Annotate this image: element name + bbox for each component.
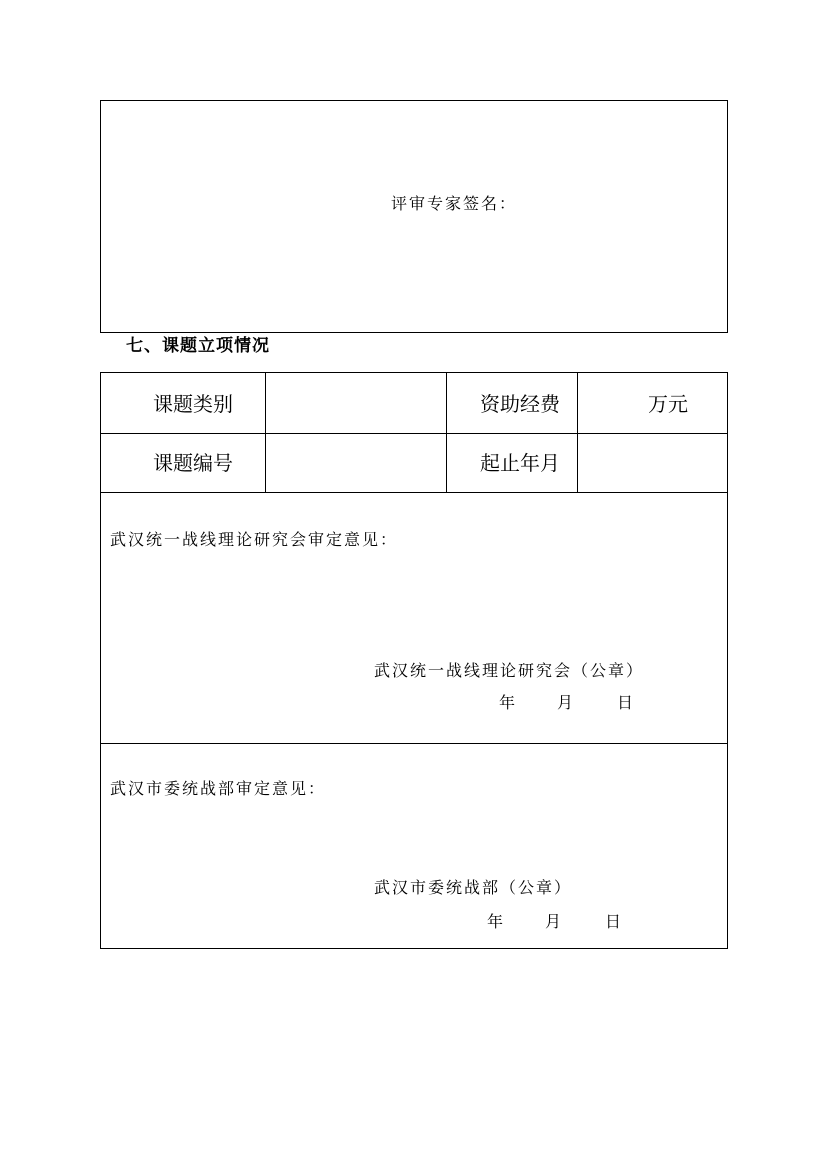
funding-unit: 万元 bbox=[648, 392, 688, 416]
project-table bbox=[100, 372, 728, 949]
row-divider-2 bbox=[101, 492, 727, 493]
institute-opinion-label: 武汉统一战线理论研究会审定意见： bbox=[110, 530, 399, 549]
institute-month: 月 bbox=[557, 693, 576, 712]
institute-year: 年 bbox=[499, 693, 518, 712]
category-label: 课题类别 bbox=[153, 392, 233, 416]
funding-label: 资助经费 bbox=[480, 392, 560, 416]
number-label: 课题编号 bbox=[153, 451, 233, 475]
row-divider-3 bbox=[101, 743, 727, 744]
col-divider-1 bbox=[265, 373, 266, 492]
row-divider-1 bbox=[101, 433, 727, 434]
signature-label: 评审专家签名： bbox=[391, 194, 518, 213]
department-day: 日 bbox=[605, 912, 624, 931]
institute-seal: 武汉统一战线理论研究会（公章） bbox=[374, 661, 645, 680]
period-label: 起止年月 bbox=[480, 451, 560, 475]
institute-day: 日 bbox=[617, 693, 636, 712]
col-divider-3 bbox=[577, 373, 578, 492]
department-seal: 武汉市委统战部（公章） bbox=[374, 878, 573, 897]
department-year: 年 bbox=[487, 912, 506, 931]
section-heading: 七、课题立项情况 bbox=[126, 336, 270, 356]
department-month: 月 bbox=[545, 912, 564, 931]
col-divider-2 bbox=[446, 373, 447, 492]
department-opinion-label: 武汉市委统战部审定意见： bbox=[110, 779, 327, 798]
review-box bbox=[100, 100, 728, 333]
